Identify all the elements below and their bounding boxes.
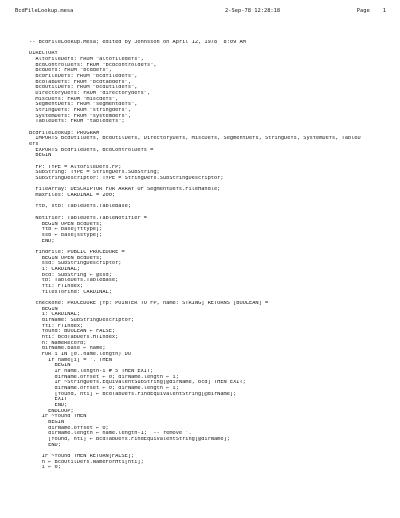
code-line: ENDLOOP; [29,408,74,414]
code-line: maxFiles: CARDINAL = 200; [29,193,116,199]
page-label: Page [356,8,370,14]
code-line: SubString: TYPE = StringDefs.SubString; [29,170,160,176]
code-line: BEGIN [29,420,65,426]
code-line: FileArray: DESCRIPTOR FOR ARRAY OF SegmentDefs.FileHandle; [29,187,221,193]
code-line: checkone: PROCEDURE [fp: POINTER TO FP, name: STRING] RETURNS [BOOLEAN] = [29,300,269,306]
page-number: 1 [382,8,386,14]
code-line: IMPORTS BcdUtilDefs, BcdUtilDefs, DirectoryDefs, MiscDefs, SegmentDefs, StringDefs, SystemDefs, TableD [29,136,361,142]
code-line: ftb, stb: TableDefs.TableBase; [29,204,132,210]
code-line: tb: TableDefs.TableBase; [29,278,119,284]
code-line: FP: TYPE = AltoFileDefs.FP; [29,164,122,170]
code-line: SubStringDescriptor: TYPE = StringDefs.SubStringDescriptor; [29,176,224,182]
page-header [15,6,386,16]
code-line: ftb ← base[fttype]; [29,227,103,233]
code-line: [found, hti] ← BcdTabDefs.FindEquivalentString[@dirName]; [29,437,230,443]
code-line: found: BOOLEAN ← FALSE; [29,329,116,335]
code-line: EXPORTS BcdFileDefs, BcdControlDefs = [29,147,154,153]
code-line: filesToFind: CARDINAL; [29,289,112,295]
code-line: BEGIN [29,306,58,312]
code-line: StringDefs: FROM "stringdefs", [29,108,132,114]
code-line: SegmentDefs: FROM "segmentdefs", [29,102,138,108]
page-indicator [357,6,386,16]
code-line: ssb ← base[sstype]; [29,232,103,238]
code-line: dirName.offset ← 0; dirName.length ← i; [29,374,179,380]
code-line: BEGIN [29,153,52,159]
code-line: BcdUtilDefs: FROM "bcdutildefs", [29,85,138,91]
code-line: [found, hti] ← BcdTabDefs.FindEquivalentString[@dirName]; [29,391,237,397]
code-line: EXIT [29,397,68,403]
code-line: BcdTabDefs: FROM "bcdtabdefs", [29,79,132,85]
code-line: hti: BcdTabDefs.HTIndex; [29,334,119,340]
code-line: efs [29,142,39,148]
code-line: AltoFileDefs: FROM "altofiledefs", [29,57,144,63]
code-line: i: CARDINAL; [29,266,81,272]
code-line: IF name.length-i # 5 THEN EXIT; [29,368,154,374]
code-line: TableDefs: FROM "tabledefs"; [29,119,125,125]
code-line: dirName.offset ← 0; dirName.length ← i; [29,385,179,391]
code-line: n ← BcdUtilDefs.NameForHti[hti]; [29,459,144,465]
code-line: END; [29,238,55,244]
code-line: Notifier: TableDefs.TableNotifier = [29,215,147,221]
source-code-listing [29,40,394,471]
code-line: BEGIN OPEN BcdDefs; [29,221,103,227]
file-name: BcdFileLookup.mesa [15,8,74,14]
code-line: IF name[i] = '. THEN [29,357,112,363]
code-line: IF ~StringDefs.EquivalentSubString[@dirName, bcd] THEN EXIT; [29,380,246,386]
code-line: bcd: SubString ← @ssd; [29,272,112,278]
code-line: fti: FTIndex; [29,283,84,289]
code-line: ssd: SubStringDescriptor; [29,261,122,267]
code-line: i: CARDINAL; [29,312,81,318]
code-line: BcdDefs: FROM "bcddefs", [29,68,112,74]
code-line: BcdControlDefs: FROM "bcdcontroldefs", [29,62,157,68]
code-line: IF ~found THEN RETURN[FALSE]; [29,454,135,460]
code-line: BcdFileDefs: FROM "bcdfiledefs", [29,74,138,80]
code-line: fti: FTIndex; [29,323,84,329]
code-line: BEGIN [29,363,71,369]
code-line: BEGIN OPEN BcdDefs; [29,255,103,261]
code-line: END; [29,403,68,408]
code-line: DirectoryDefs: FROM "directorydefs", [29,91,151,97]
code-line: IF ~found THEN [29,414,87,420]
code-line: n: NameRecord; [29,340,87,346]
code-line: END; [29,442,61,448]
code-line: MiscDefs: FROM "miscdefs", [29,96,119,102]
code-line: -- BcdFileLookup.Mesa; edited by Johnsson on April 12, 1978 8:09 AM [29,40,246,45]
code-line: BcdFileLookup: PROGRAM [29,130,100,136]
code-line: FOR i IN [0..name.length) DO [29,351,132,357]
code-line: SystemDefs: FROM "systemdefs", [29,113,132,119]
code-line: FindFile: PUBLIC PROCEDURE = [29,249,125,255]
code-line: i ← 0; [29,465,61,471]
print-date: 2-Sep-78 12:28:18 [225,8,281,14]
code-line: dirName: SubStringDescriptor; [29,317,135,323]
code-line: DIRECTORY [29,51,58,57]
code-line: dirName.base ← name; [29,346,106,352]
code-line: dirName.offset ← 0; [29,425,109,431]
code-line: dirName.length ← name.length-1; -- remove '. [29,431,192,437]
